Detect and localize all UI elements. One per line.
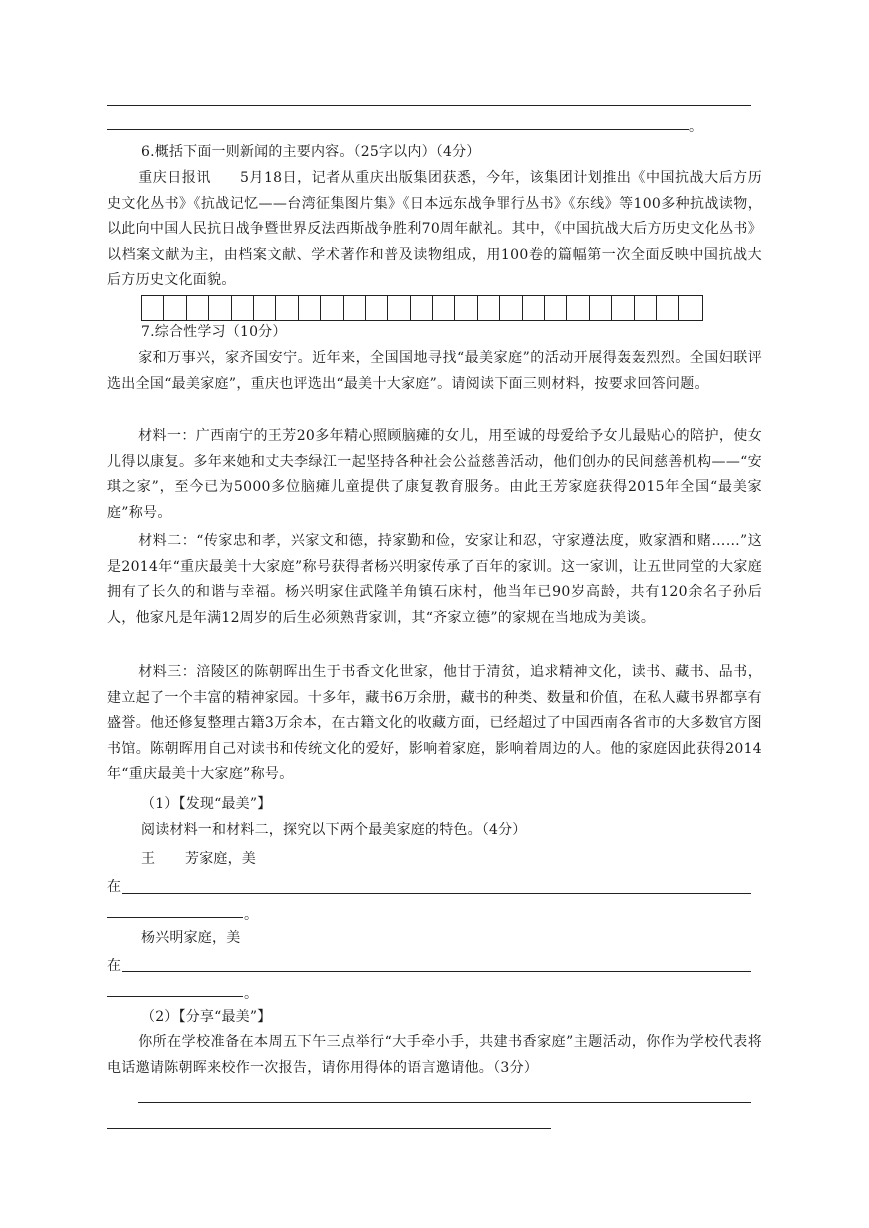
answer-box[interactable] bbox=[366, 296, 388, 320]
answer-box[interactable] bbox=[635, 296, 657, 320]
answer-box[interactable] bbox=[545, 296, 567, 320]
end-mark: 。 bbox=[689, 119, 704, 135]
q7-intro bbox=[107, 346, 762, 397]
material-3 bbox=[107, 660, 762, 788]
answer-box[interactable] bbox=[455, 296, 477, 320]
answer-box[interactable] bbox=[523, 296, 545, 320]
answer-box[interactable] bbox=[679, 296, 701, 320]
answer-box[interactable] bbox=[276, 296, 298, 320]
material-1-text: 材料一：广西南宁的王芳20多年精心照顾脑瘫的女儿，用至诚的母爱给予女儿最贴心的陪护，使女儿得以康复。多年来她和丈夫李绿江一起坚持各种社会公益慈善活动，他们创办的民间慈善机构——“安琪之家”，至今已为5000多位脑瘫儿童提供了康复教育服务。由此王芳家庭获得2015年全国“最美家庭”称号。 bbox=[107, 428, 762, 521]
answer-box[interactable] bbox=[142, 296, 164, 320]
answer-box[interactable] bbox=[433, 296, 455, 320]
material-2-text: 材料二：“传家忠和孝，兴家文和德，持家勤和俭，安家让和忍，守家遵法度，败家酒和赌……”这是2014年“重庆最美十大家庭”称号获得者杨兴明家传承了百年的家训。这一家训，让五世同堂的大家庭拥有了长久的和谐与幸福。杨兴明家住武隆羊角镇石床村，他当年已90岁高龄，共有120余名子孙后人，他家凡是年满12周岁的后生必须熟背家训，其“齐家立德”的家规在当地成为美谈。 bbox=[107, 533, 762, 626]
answer-box[interactable] bbox=[164, 296, 186, 320]
part2-prompt bbox=[107, 1030, 762, 1081]
part2-title: （2）【分享“最美”】 bbox=[141, 1009, 272, 1025]
q7-intro-text: 家和万事兴，家齐国安宁。近年来，全国国地寻找“最美家庭”的活动开展得轰轰烈烈。全国妇联评选出全国“最美家庭”，重庆也评选出“最美十大家庭”。请阅读下面三则材料，按要求回答问题。 bbox=[107, 350, 762, 392]
material-3-text: 材料三：涪陵区的陈朝晖出生于书香文化世家，他甘于清贫，追求精神文化，读书、藏书、品书，建立起了一个丰富的精神家园。十多年，藏书6万余册，藏书的种类、数量和价值，在私人藏书界都享有盛誉。他还修复整理古籍3万余本，在古籍文化的收藏方面，已经超过了中国西南各省市的大多数官方图书馆。陈朝晖用自己对读书和传统文化的爱好，影响着家庭，影响着周边的人。他的家庭因此获得2014年“重庆最美十大家庭”称号。 bbox=[107, 664, 762, 782]
answer-box[interactable] bbox=[299, 296, 321, 320]
answer-line[interactable] bbox=[107, 1128, 551, 1129]
answer-line[interactable] bbox=[107, 129, 689, 130]
material-2 bbox=[107, 529, 762, 631]
answer-box[interactable] bbox=[254, 296, 276, 320]
answer-box[interactable] bbox=[590, 296, 612, 320]
q6-news-text: 重庆日报讯 5月18日，记者从重庆出版集团获悉，今年，该集团计划推出《中国抗战大后方历史文化丛书》《抗战记忆——台湾征集图片集》《日本远东战争罪行丛书》《东线》等100多种抗战读物，以此向中国人民抗日战争暨世界反法西斯战争胜利70周年献礼。其中，《中国抗战大后方历史文化丛书》以档案文献为主，由档案文献、学术著作和普及读物组成，用100卷的篇幅第一次全面反映中国抗战大后方历史文化面貌。 bbox=[107, 170, 762, 288]
answer-line[interactable] bbox=[107, 996, 243, 997]
answer-box[interactable] bbox=[411, 296, 433, 320]
answer-line[interactable] bbox=[138, 1102, 751, 1103]
material-1 bbox=[107, 424, 762, 526]
answer-box[interactable] bbox=[478, 296, 500, 320]
answer-box[interactable] bbox=[612, 296, 634, 320]
wang-name-b: 芳家庭，美 bbox=[185, 851, 256, 867]
q6-title: 6.概括下面一则新闻的主要内容。（25字以内）（4分） bbox=[141, 144, 481, 160]
answer-box-grid[interactable] bbox=[141, 295, 703, 321]
answer-line[interactable] bbox=[107, 105, 751, 106]
answer-box[interactable] bbox=[500, 296, 522, 320]
answer-box[interactable] bbox=[344, 296, 366, 320]
answer-box[interactable] bbox=[232, 296, 254, 320]
answer-box[interactable] bbox=[209, 296, 231, 320]
zai-label: 在 bbox=[107, 879, 122, 895]
part1-title: （1）【发现“最美”】 bbox=[141, 796, 272, 812]
answer-box[interactable] bbox=[567, 296, 589, 320]
answer-line[interactable] bbox=[122, 893, 751, 894]
q7-title: 7.综合性学习（10分） bbox=[141, 324, 287, 340]
zai-label: 在 bbox=[107, 958, 122, 974]
answer-box[interactable] bbox=[388, 296, 410, 320]
answer-line[interactable] bbox=[122, 971, 751, 972]
part1-prompt: 阅读材料一和材料二，探究以下两个最美家庭的特色。（4分） bbox=[141, 822, 527, 838]
part2-prompt-text: 你所在学校准备在本周五下午三点举行“大手牵小手，共建书香家庭”主题活动，你作为学校代表将电话邀请陈朝晖来校作一次报告，请你用得体的语言邀请他。（3分） bbox=[107, 1034, 762, 1076]
answer-line[interactable] bbox=[107, 917, 243, 918]
yang-label: 杨兴明家庭，美 bbox=[141, 930, 241, 946]
q6-news bbox=[107, 166, 762, 294]
answer-box[interactable] bbox=[321, 296, 343, 320]
end-mark: 。 bbox=[244, 986, 259, 1002]
wang-name-a: 王 bbox=[141, 851, 156, 867]
answer-box[interactable] bbox=[657, 296, 679, 320]
end-mark: 。 bbox=[244, 907, 259, 923]
answer-box[interactable] bbox=[187, 296, 209, 320]
